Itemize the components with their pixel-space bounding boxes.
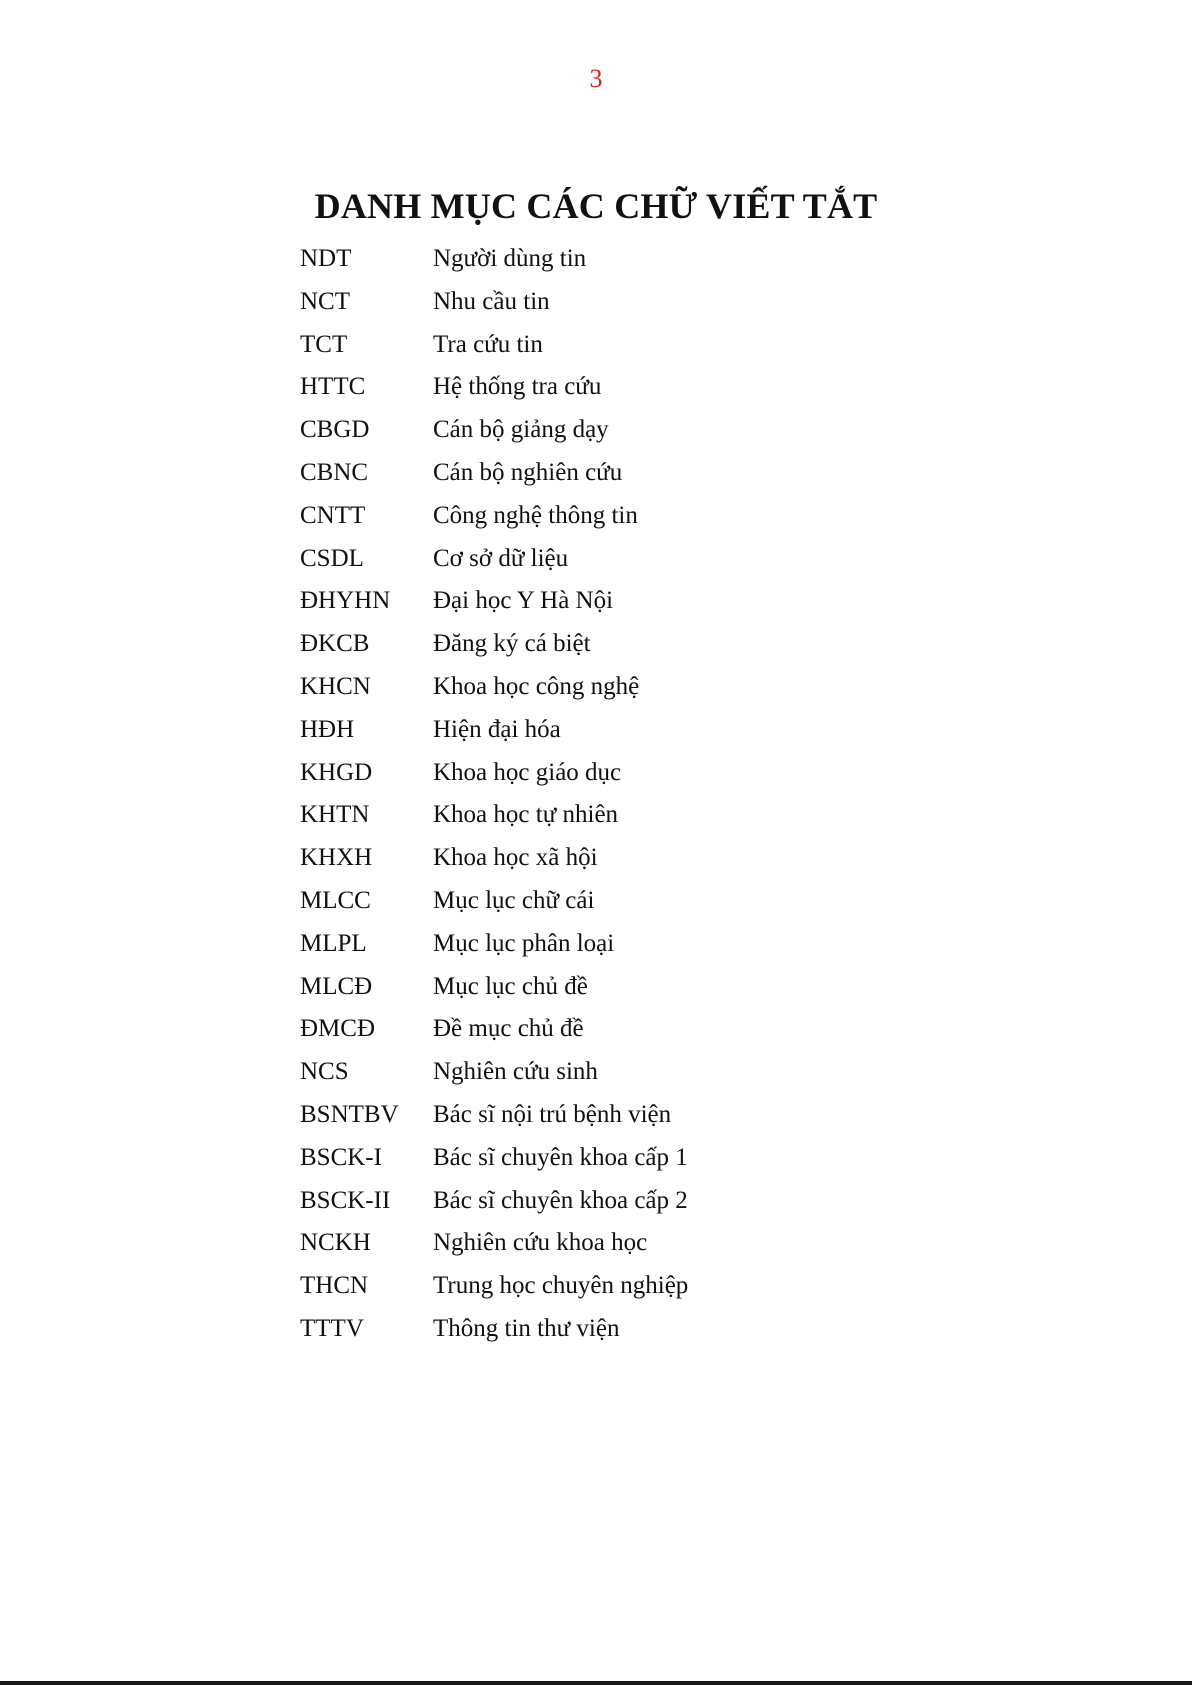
abbreviation-code: CSDL: [300, 544, 364, 572]
abbreviation-meaning: Tra cứu tin: [433, 330, 543, 358]
abbreviation-code: NCKH: [300, 1229, 371, 1257]
abbreviation-meaning: Bác sĩ chuyên khoa cấp 2: [433, 1186, 688, 1214]
abbreviation-code: ĐHYHN: [300, 587, 391, 615]
abbreviation-meaning: Thông tin thư viện: [433, 1314, 620, 1342]
abbreviation-row: [300, 629, 920, 672]
abbreviation-row: [300, 886, 920, 929]
abbreviation-row: [300, 544, 920, 587]
abbreviation-list: [300, 244, 920, 1357]
abbreviation-code: HTTC: [300, 373, 366, 401]
abbreviation-row: [300, 330, 920, 373]
abbreviation-meaning: Cán bộ nghiên cứu: [433, 458, 623, 486]
abbreviation-code: MLPL: [300, 929, 367, 957]
abbreviation-meaning: Khoa học xã hội: [433, 844, 598, 872]
abbreviation-row: [300, 972, 920, 1015]
abbreviation-row: [300, 586, 920, 629]
abbreviation-row: [300, 1100, 920, 1143]
abbreviation-row: [300, 1271, 920, 1314]
abbreviation-meaning: Công nghệ thông tin: [433, 501, 638, 529]
abbreviation-code: BSCK-II: [300, 1186, 391, 1214]
abbreviation-row: [300, 929, 920, 972]
abbreviation-meaning: Mục lục chủ đề: [433, 972, 588, 1000]
abbreviation-row: [300, 672, 920, 715]
abbreviation-code: ĐMCĐ: [300, 1015, 376, 1043]
abbreviation-code: TCT: [300, 330, 348, 358]
abbreviation-code: CNTT: [300, 501, 366, 529]
abbreviation-row: [300, 415, 920, 458]
abbreviation-meaning: Đề mục chủ đề: [433, 1015, 584, 1043]
abbreviation-code: ĐKCB: [300, 630, 370, 658]
abbreviation-code: KHGD: [300, 758, 373, 786]
abbreviation-code: MLCĐ: [300, 972, 373, 1000]
abbreviation-meaning: Khoa học công nghệ: [433, 672, 640, 700]
abbreviation-meaning: Bác sĩ nội trú bệnh viện: [433, 1100, 672, 1128]
abbreviation-meaning: Nghiên cứu khoa học: [433, 1229, 648, 1257]
abbreviation-meaning: Mục lục phân loại: [433, 929, 615, 957]
abbreviation-code: NCT: [300, 287, 350, 315]
abbreviation-meaning: Mục lục chữ cái: [433, 886, 595, 914]
abbreviation-code: CBGD: [300, 416, 370, 444]
abbreviation-row: [300, 715, 920, 758]
abbreviation-row: [300, 800, 920, 843]
abbreviation-row: [300, 843, 920, 886]
abbreviation-meaning: Người dùng tin: [433, 245, 587, 272]
abbreviation-code: HĐH: [300, 715, 355, 743]
abbreviation-meaning: Trung học chuyên nghiệp: [433, 1272, 689, 1300]
abbreviation-code: KHCN: [300, 672, 371, 700]
abbreviation-row: [300, 244, 920, 287]
abbreviation-row: [300, 1186, 920, 1229]
abbreviation-code: CBNC: [300, 458, 369, 486]
page-title: DANH MỤC CÁC CHỮ VIẾT TẮT: [314, 186, 878, 226]
abbreviation-row: [300, 458, 920, 501]
abbreviation-row: [300, 372, 920, 415]
abbreviation-meaning: Hệ thống tra cứu: [433, 373, 602, 401]
abbreviation-meaning: Đăng ký cá biệt: [433, 630, 591, 658]
abbreviation-code: KHXH: [300, 844, 373, 872]
abbreviation-row: [300, 501, 920, 544]
abbreviation-meaning: Khoa học tự nhiên: [433, 801, 619, 829]
abbreviation-row: [300, 1143, 920, 1186]
abbreviation-meaning: Nhu cầu tin: [433, 287, 550, 315]
abbreviation-meaning: Bác sĩ chuyên khoa cấp 1: [433, 1143, 688, 1171]
abbreviation-meaning: Đại học Y Hà Nội: [433, 587, 614, 615]
abbreviation-meaning: Hiện đại hóa: [433, 715, 561, 743]
abbreviation-meaning: Khoa học giáo dục: [433, 758, 622, 786]
abbreviation-row: [300, 1314, 920, 1357]
page-number: 3: [589, 64, 603, 93]
abbreviation-code: NDT: [300, 245, 352, 272]
abbreviation-row: [300, 287, 920, 330]
abbreviation-meaning: Cơ sở dữ liệu: [433, 544, 569, 572]
abbreviation-meaning: Cán bộ giảng dạy: [433, 416, 609, 444]
abbreviation-code: BSCK-I: [300, 1143, 382, 1171]
abbreviation-code: MLCC: [300, 886, 371, 914]
abbreviation-row: [300, 1228, 920, 1271]
abbreviation-code: THCN: [300, 1272, 369, 1300]
abbreviation-row: [300, 758, 920, 801]
abbreviation-code: BSNTBV: [300, 1100, 399, 1128]
abbreviation-code: NCS: [300, 1058, 349, 1086]
abbreviation-row: [300, 1057, 920, 1100]
abbreviation-code: KHTN: [300, 801, 370, 829]
abbreviation-row: [300, 1014, 920, 1057]
abbreviation-meaning: Nghiên cứu sinh: [433, 1058, 598, 1086]
bottom-border: [0, 1681, 1192, 1685]
abbreviation-code: TTTV: [300, 1314, 364, 1342]
